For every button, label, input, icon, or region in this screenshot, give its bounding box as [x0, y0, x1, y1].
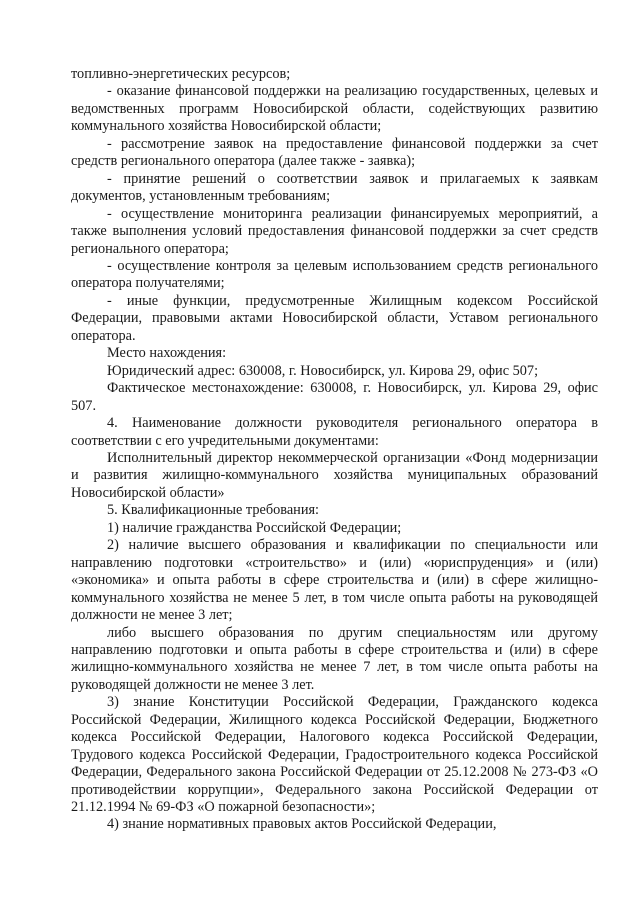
paragraph-monitoring: - осуществление мониторинга реализации финансируемых мероприятий, а также выполнения условий предоставления финансовой поддержки за счет средств регионального оператора; [71, 205, 598, 257]
paragraph-legal-address: Юридический адрес: 630008, г. Новосибирск, ул. Кирова 29, офис 507; [107, 362, 539, 379]
paragraph-section-5-heading: 5. Квалификационные требования: [107, 502, 320, 519]
paragraph-other-functions: - иные функции, предусмотренные Жилищным кодексом Российской Федерации, правовыми актами Новосибирской области, Уставом регионального оператора. [71, 292, 598, 344]
paragraph-section-4-heading: 4. Наименование должности руководителя регионального оператора в соответствии с его учредительными документами: [71, 415, 598, 449]
paragraph-requirement-normative-acts: 4) знание нормативных правовых актов Российской Федерации, [107, 816, 497, 833]
paragraph-location-heading: Место нахождения: [107, 345, 227, 362]
paragraph-requirement-legislation: 3) знание Конституции Российской Федерации, Гражданского кодекса Российской Федерации, Жилищного кодекса Российской Федерации, Бюджетного кодекса Российской Федерации, Налогового кодекса Российской Федерации, Трудового кодекса Российской Федерации, Градостроительного кодекса Российской Федерации, Федерального закона Российской Федерации от 25.12.2008 № 273-ФЗ «О противодействии коррупции», Федерального закона Российской Федерации от 21.12.1994 № 69-ФЗ «О пожарной безопасности»; [71, 694, 598, 816]
paragraph-financial-support-programs: - оказание финансовой поддержки на реализацию государственных, целевых и ведомственных программ Новосибирской области, содействующих развитию коммунального хозяйства Новосибирской области; [71, 83, 598, 135]
paragraph-director-title: Исполнительный директор некоммерческой организации «Фонд модернизации и развития жилищно-коммунального хозяйства муниципальных образований Новосибирской области» [71, 449, 598, 501]
paragraph-requirement-education: 2) наличие высшего образования и квалификации по специальности или направлению подготовки «строительство» и (или) «юриспруденция» и (или) «экономика» и опыта работы в сфере строительства и (или) в сфере жилищно-коммунального хозяйства не менее 5 лет, в том числе опыта работы на руководящей должности не менее 3 лет; [71, 537, 598, 624]
paragraph-energy-resources: топливно-энергетических ресурсов; [71, 66, 291, 82]
paragraph-actual-address: Фактическое местонахождение: 630008, г. Новосибирск, ул. Кирова 29, офис 507. [71, 380, 598, 414]
paragraph-decision-making: - принятие решений о соответствии заявок и прилагаемых к заявкам документов, установленным требованиям; [71, 170, 598, 205]
paragraph-requirement-citizenship: 1) наличие гражданства Российской Федерации; [107, 519, 402, 536]
paragraph-target-use-control: - осуществление контроля за целевым использованием средств регионального оператора получателями; [71, 257, 598, 292]
document-page [71, 66, 598, 834]
paragraph-requirement-education-alt: либо высшего образования по другим специальностям или другому направлению подготовки и опыта работы в сфере строительства и (или) в сфере жилищно-коммунального хозяйства не менее 7 лет, в том числе опыта работы на руководящей должности не менее 3 лет. [71, 624, 598, 693]
paragraph-application-review: - рассмотрение заявок на предоставление финансовой поддержки за счет средств регионального оператора (далее также - заявка); [71, 135, 598, 170]
